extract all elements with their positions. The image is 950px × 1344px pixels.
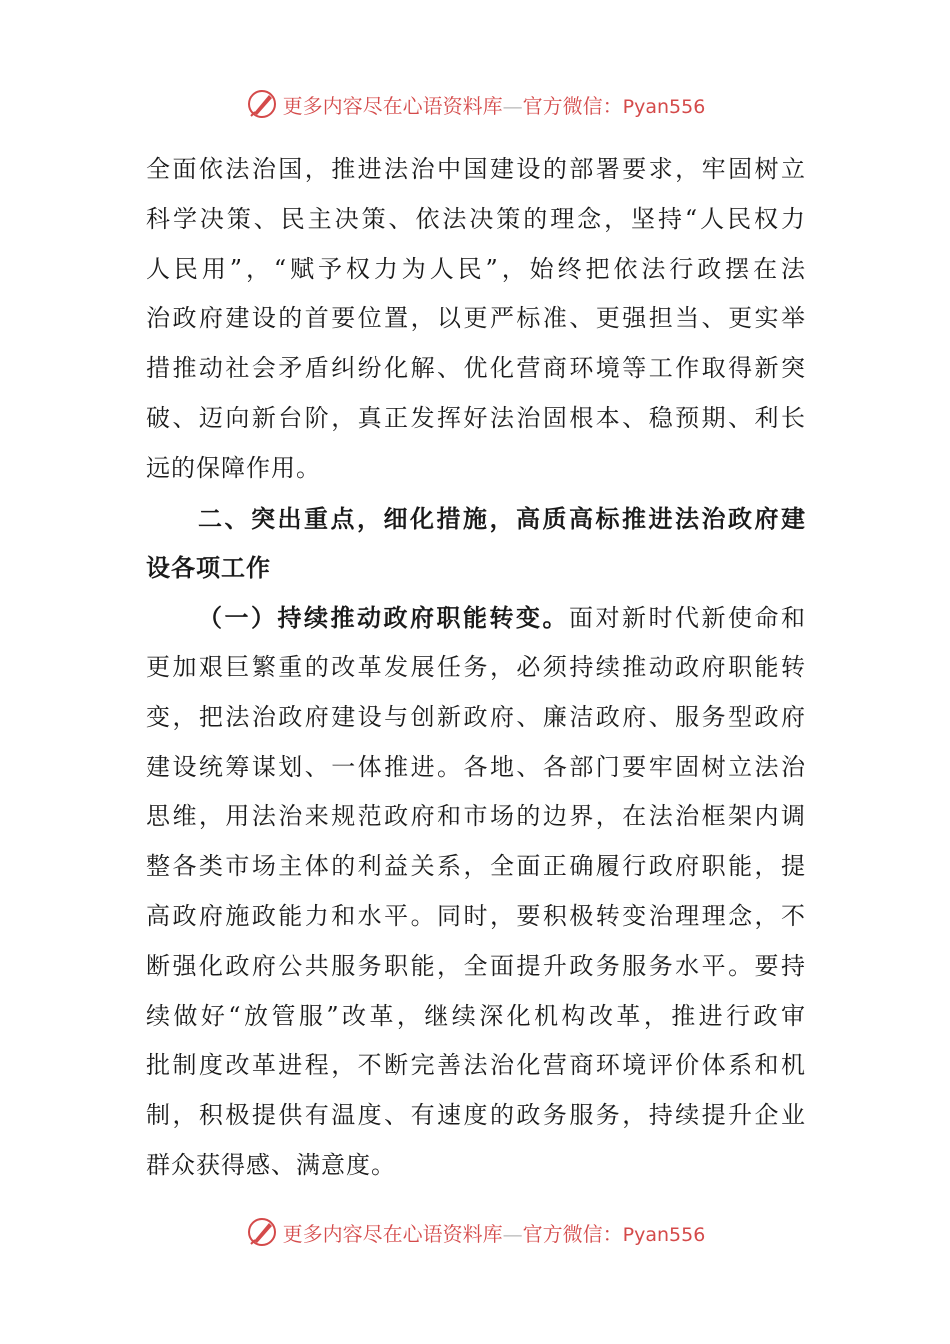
paragraph-line: 破、迈向新台阶，真正发挥好法治固根本、稳预期、利长 [146, 403, 806, 432]
paragraph-line: 群众获得感、满意度。 [146, 1150, 396, 1179]
document-body [146, 145, 806, 1191]
banner-wechat-label: 官方微信： [522, 1221, 623, 1246]
quill-logo-icon [245, 87, 279, 121]
banner-wechat-label: 官方微信： [522, 93, 623, 118]
heading-line: 设各项工作 [146, 553, 271, 583]
paragraph-1 [146, 145, 806, 494]
paragraph-line: 制，积极提供有温度、有速度的政务服务，持续提升企业 [146, 1101, 806, 1130]
banner-separator: — [502, 1221, 523, 1246]
banner-separator: — [502, 93, 523, 118]
banner-text [283, 1218, 706, 1247]
header-watermark-banner [0, 84, 950, 124]
paragraph-first-line-rest: 面对新时代新使命和 [569, 604, 806, 633]
banner-content [245, 1215, 706, 1249]
quill-logo-icon [245, 1215, 279, 1249]
banner-handle: Pyan556 [622, 1223, 706, 1246]
paragraph-first-line [146, 593, 806, 643]
paragraph-2 [146, 593, 806, 1191]
paragraph-line: 批制度改革进程，不断完善法治化营商环境评价体系和机 [146, 1051, 806, 1080]
paragraph-line: 整各类市场主体的利益关系，全面正确履行政府职能，提 [146, 852, 806, 881]
banner-content [245, 87, 706, 121]
paragraph-line: 治政府建设的首要位置，以更严标准、更强担当、更实举 [146, 304, 806, 333]
section-heading-2 [146, 494, 806, 594]
banner-site-name: 更多内容尽在心语资料库 [282, 1221, 503, 1246]
subsection-title: （一）持续推动政府职能转变。 [198, 603, 569, 633]
paragraph-line: 更加艰巨繁重的改革发展任务，必须持续推动政府职能转 [146, 652, 806, 681]
paragraph-line: 建设统筹谋划、一体推进。各地、各部门要牢固树立法治 [146, 752, 806, 781]
paragraph-line: 全面依法治国，推进法治中国建设的部署要求，牢固树立 [146, 155, 806, 183]
paragraph-line: 变，把法治政府建设与创新政府、廉洁政府、服务型政府 [146, 702, 806, 731]
paragraph-line: 远的保障作用。 [146, 453, 321, 482]
banner-site-name: 更多内容尽在心语资料库 [282, 93, 503, 118]
paragraph-line: 措推动社会矛盾纠纷化解、优化营商环境等工作取得新突 [146, 354, 806, 383]
paragraph-line: 思维，用法治来规范政府和市场的边界，在法治框架内调 [146, 802, 806, 831]
banner-handle: Pyan556 [622, 95, 706, 118]
paragraph-line: 续做好“放管服”改革，继续深化机构改革，推进行政审 [146, 1001, 806, 1030]
paragraph-line: 科学决策、民主决策、依法决策的理念，坚持“人民权力 [146, 204, 806, 233]
paragraph-line: 高政府施政能力和水平。同时，要积极转变治理理念，不 [146, 901, 806, 930]
paragraph-line: 断强化政府公共服务职能，全面提升政务服务水平。要持 [146, 951, 806, 980]
banner-text [283, 90, 706, 119]
footer-watermark-banner [0, 1212, 950, 1252]
paragraph-line: 人民用”，“赋予权力为人民”，始终把依法行政摆在法 [146, 254, 806, 283]
heading-line: 二、突出重点，细化措施，高质高标推进法治政府建 [198, 503, 806, 533]
